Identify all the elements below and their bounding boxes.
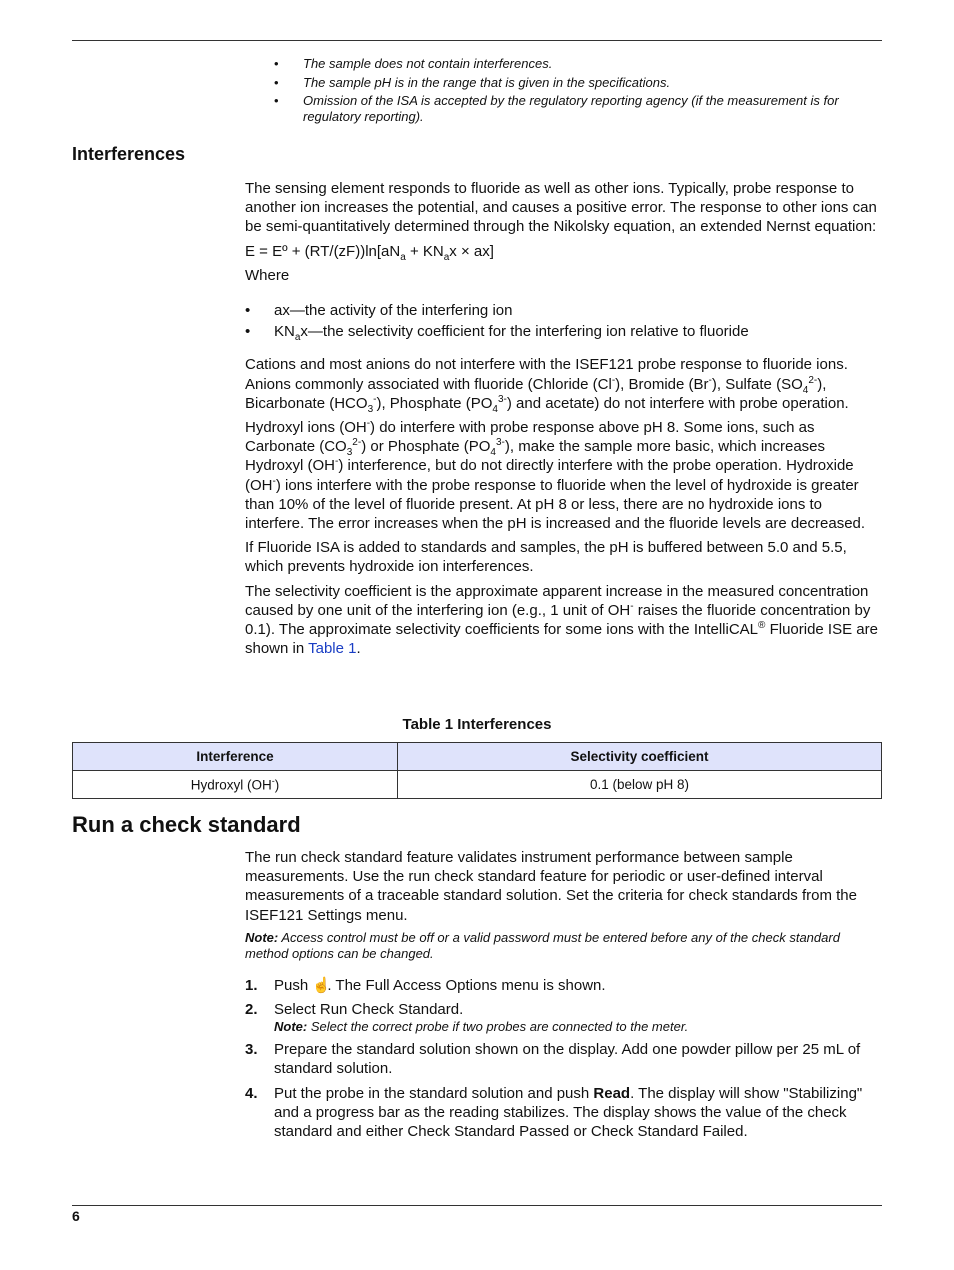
interferences-heading: Interferences (72, 144, 186, 164)
list-item: • $KN_ax—the$ selectivity coefficient for the interfering ion relative to fluoride (245, 322, 885, 341)
intro-bullet-list (272, 56, 882, 128)
top-rule (72, 40, 882, 41)
step-number: 3. (245, 1041, 258, 1059)
bottom-rule (72, 1205, 882, 1206)
paragraph: Hydroxyl ions (OH-) do interfere with probe response above pH 8. Some ions, such as Carbonate $(CO_3^{2-})$ or Phosphate $(PO_4^{3-})$, make the sample more basic, which increases Hydroxyl (OH-) interference, but do not directly interfere with the probe operation. Hydroxide (OH-) ions interfere with the probe response to fluoride when the level of hydroxide is greater than 10% of the level of fluoride present. At pH 8 or less, there are no hydroxide ions to interfere. The error increases when the pH is increased and the fluoride levels are decreased. (245, 418, 866, 533)
interferences-table (72, 742, 882, 799)
table-caption: Table 1 Interferences (402, 716, 552, 733)
paragraph: The run check standard feature validates instrument performance between sample measurements. Use the run check standard feature for periodic or user-defined interval measurements of a traceable standard solution. Set the criteria for check standards from the ISEF121 Settings menu. (245, 849, 857, 924)
table-1-link[interactable]: Table 1 (308, 640, 357, 658)
list-item: 2. Select Run Check Standard. Note: Select the correct probe if two probes are connected to the meter. (245, 1000, 885, 1035)
step-number: 1. (245, 976, 258, 994)
paragraph: Cations and most anions do not interfere with the ISEF121 probe response to fluoride ions. Anions commonly associated with fluoride (Chloride (Cl-), Bromide (Br-), Sulfate $(SO_4^{2-})$, Bicarbonate $(HCO_3^-)$, Phosphate $(PO_4^{3-})$ and acetate) do not interfere with probe operation. (245, 356, 849, 415)
list-item: 1. Push ☝. The Full Access Options menu is shown. (245, 976, 606, 994)
list-item: • ax—the activity of the interfering ion (245, 301, 885, 320)
list-item: 3. Prepare the standard solution shown on the display. Add one powder pillow per 25 mL of standard solution. (245, 1041, 861, 1078)
interferences-body (245, 179, 885, 663)
table-row (73, 771, 882, 799)
paragraph: The sensing element responds to fluoride as well as other ions. Typically, probe response to another ion increases the potential, and causes a positive error. The response to other ions can be semi-quantitatively determined through the Nikolsky equation, an extended Nernst equation: (245, 180, 877, 236)
where-list (245, 301, 885, 344)
table-cell: 0.1 (below pH 8) (398, 771, 882, 799)
note: Note: Select the correct probe if two probes are connected to the meter. (274, 1019, 689, 1035)
list-item: • The sample pH is in the range that is given in the specifications. (272, 75, 882, 91)
column-header: Selectivity coefficient (398, 743, 882, 771)
step-number: 2. (245, 1001, 258, 1019)
steps-list (245, 976, 885, 1141)
run-check-standard-heading: Run a check standard (72, 812, 301, 837)
column-header: Interference (73, 743, 398, 771)
list-item: • Omission of the ISA is accepted by the regulatory reporting agency (if the measurement is for regulatory reporting). (272, 93, 882, 125)
where-label: Where (245, 266, 290, 284)
step-number: 4. (245, 1084, 258, 1102)
list-item: • The sample does not contain interferences. (272, 56, 882, 72)
table-cell: Hydroxyl (OH-) (73, 771, 398, 799)
list-item: 4. Put the probe in the standard solution and push Read. The display will show "Stabilizing" and a progress bar as the reading stabilizes. The display shows the value of the check standard and either Check Standard Passed or Check Standard Failed. (245, 1084, 863, 1141)
paragraph: If Fluoride ISA is added to standards and samples, the pH is buffered between 5.0 and 5.5, which prevents hydroxide ion interferences. (245, 539, 847, 576)
table-header-row (73, 743, 882, 771)
page-number: 6 (72, 1208, 80, 1224)
note: Note: Access control must be off or a valid password must be entered before any of the check standard method options can be changed. (245, 929, 840, 961)
hand-icon: ☝ (312, 976, 332, 994)
paragraph: The selectivity coefficient is the approximate apparent increase in the measured concentration caused by one unit of the interfering ion (e.g., 1 unit of OH- raises the fluoride concentration by 0.1). The approximate selectivity coefficients for some ions with the IntelliCAL® Fluoride ISE are shown in Table 1. (245, 582, 878, 658)
check-standard-body (245, 848, 885, 1146)
equation: E = Eº + $(RT/(zF))\ln[aN_a + KN_ax \times ax]$ (245, 242, 494, 263)
